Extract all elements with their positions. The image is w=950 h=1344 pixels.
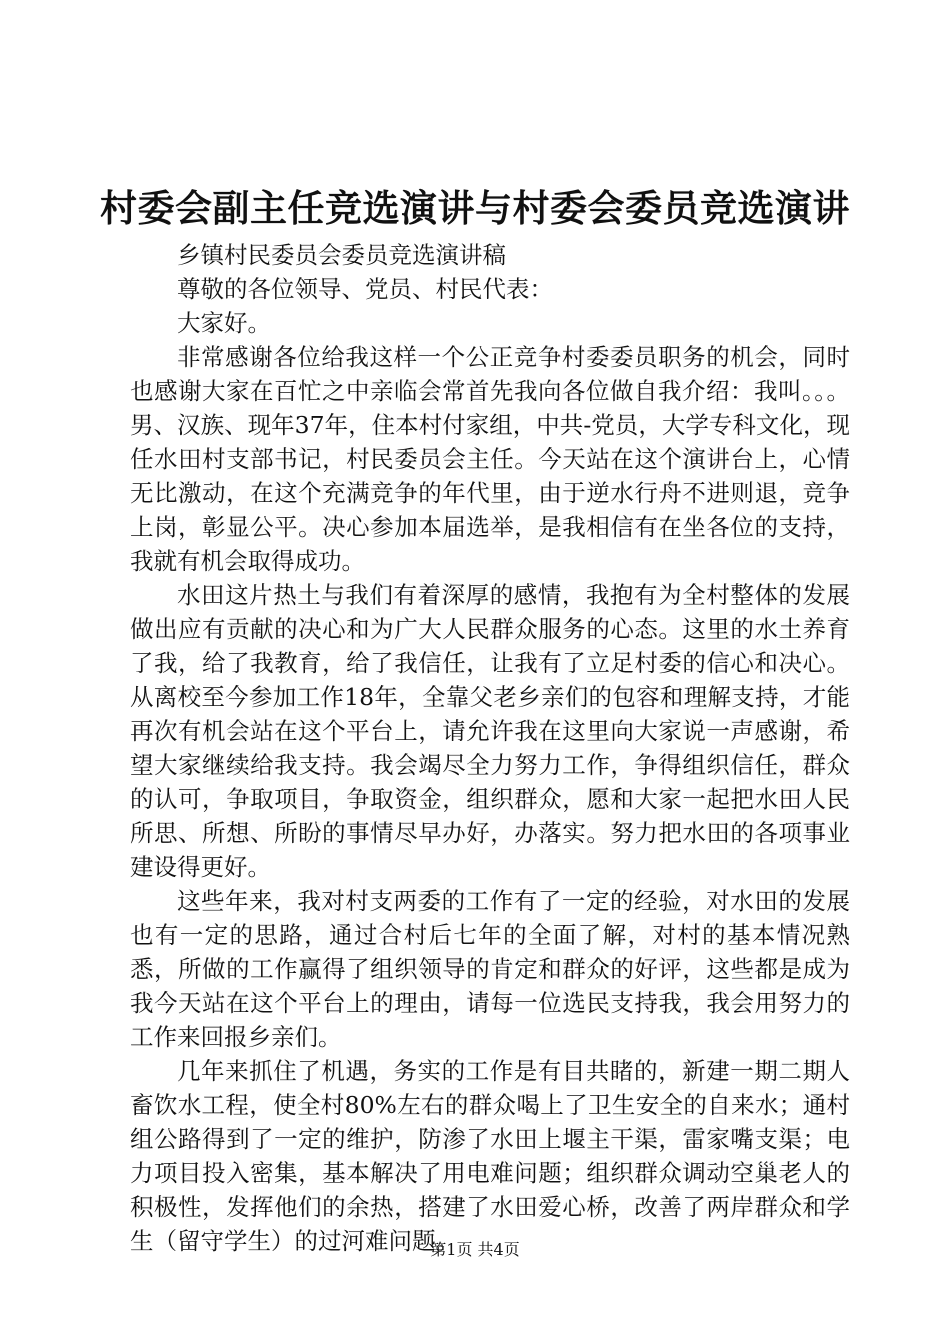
greeting-paragraph: 大家好。 (177, 309, 271, 337)
body-paragraph: 非常感谢各位给我这样一个公正竞争村委委员职务的机会，同时也感谢大家在百忙之中亲临会常首先我向各位做自我介绍：我叫。。。男、汉族、现年37年，住本村付家组，中共-党员，大学专科文化，现任水田村支部书记，村民委员会主任。今天站在这个演讲台上，心情无比激动，在这个充满竞争的年代里，由于逆水行舟不进则退，竞争上岗，彰显公平。决心参加本届选举，是我相信有在坐各位的支持，我就有机会取得成功。 (130, 343, 850, 575)
body-paragraph: 这些年来，我对村支两委的工作有了一定的经验，对水田的发展也有一定的思路，通过合村后七年的全面了解，对村的基本情况熟悉，所做的工作赢得了组织领导的肯定和群众的好评，这些都是成为我今天站在这个平台上的理由，请每一位选民支持我，我会用努力的工作来回报乡亲们。 (130, 887, 850, 1051)
document-body (130, 238, 850, 1258)
body-paragraph: 几年来抓住了机遇，务实的工作是有目共睹的，新建一期二期人畜饮水工程，使全村80%左右的群众喝上了卫生安全的自来水；通村组公路得到了一定的维护，防渗了水田上堰主干渠，雷家嘴支渠；电力项目投入密集，基本解决了用电难问题；组织群众调动空巢老人的积极性，发挥他们的余热，搭建了水田爱心桥，改善了两岸群众和学生（留守学生）的过河难问题。 (130, 1057, 850, 1255)
subtitle-paragraph: 乡镇村民委员会委员竞选演讲稿 (177, 241, 506, 269)
body-paragraph: 水田这片热土与我们有着深厚的感情，我抱有为全村整体的发展做出应有贡献的决心和为广大人民群众服务的心态。这里的水土养育了我，给了我教育，给了我信任，让我有了立足村委的信心和决心。从离校至今参加工作18年，全靠父老乡亲们的包容和理解支持，才能再次有机会站在这个平台上，请允许我在这里向大家说一声感谢，希望大家继续给我支持。我会竭尽全力努力工作，争得组织信任，群众的认可，争取项目，争取资金，组织群众，愿和大家一起把水田人民所思、所想、所盼的事情尽早办好，办落实。努力把水田的各项事业建设得更好。 (130, 581, 850, 881)
page-number-footer: 第1页 共4页 (430, 1240, 520, 1259)
salutation-paragraph: 尊敬的各位领导、党员、村民代表： (177, 275, 553, 303)
document-title: 村委会副主任竞选演讲与村委会委员竞选演讲 (100, 187, 850, 230)
